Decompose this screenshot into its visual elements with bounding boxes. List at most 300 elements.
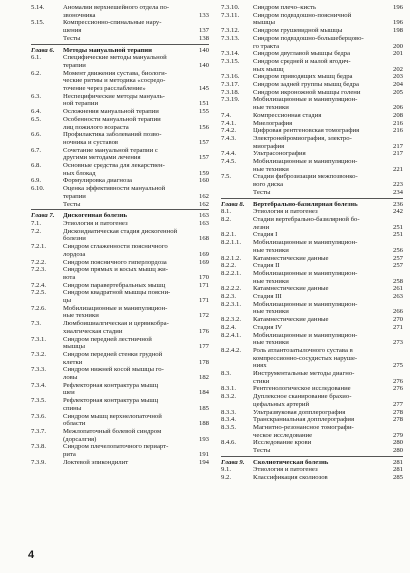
toc-entry-number: 8.2.3.2. xyxy=(221,316,242,324)
toc-entry xyxy=(221,239,403,247)
toc-entry xyxy=(31,228,209,236)
toc-entry xyxy=(31,139,209,147)
toc-entry-number: Глава 7. xyxy=(31,212,55,220)
toc-entry-title: Рентгенологическое исследование xyxy=(253,385,351,393)
toc-entry-page: 137 xyxy=(198,27,209,35)
toc-entry-number: 5.14. xyxy=(31,4,45,11)
toc-entry xyxy=(31,62,209,70)
toc-entry-number: 6.6. xyxy=(31,131,42,139)
toc-chapter-heading xyxy=(31,212,209,220)
toc-entry-number: 7.2. xyxy=(31,227,42,235)
toc-entry-title: ные техники xyxy=(253,104,289,112)
toc-entry-number: 7.4.3. xyxy=(221,134,237,142)
toc-entry-title: болезни xyxy=(63,235,86,243)
toc-entry-number: 7.3.3. xyxy=(31,366,47,374)
toc-entry-title: ческие ритмы и методика «сосредо- xyxy=(63,77,166,85)
toc-entry-page: 156 xyxy=(198,123,209,131)
toc-entry xyxy=(31,320,209,328)
toc-entry-title: Мобилизационные и манипуляцион- xyxy=(63,304,168,312)
toc-entry xyxy=(221,27,403,35)
toc-entry-title: ные техники xyxy=(253,308,289,316)
toc-entry-number: 8.2.2.2. xyxy=(221,285,242,293)
toc-entry xyxy=(31,162,209,170)
toc-entry-number: 8.2.1.2. xyxy=(221,254,242,262)
toc-entry xyxy=(221,332,403,340)
toc-entry xyxy=(221,466,403,474)
toc-entry-title: Исследование крови xyxy=(253,439,312,447)
toc-entry-number: 7.3.5. xyxy=(31,397,47,405)
toc-entry-title: Электронейромиография, электро- xyxy=(253,134,352,142)
toc-entry-title: Стадии вертебрально-базилярной бо- xyxy=(253,215,360,223)
toc-entry xyxy=(31,154,209,162)
toc-entry-title: ных блокад xyxy=(63,169,96,177)
toc-entry-page: 169 xyxy=(198,250,209,258)
toc-entry xyxy=(221,409,403,417)
section-divider xyxy=(31,209,209,210)
toc-entry-page: 191 xyxy=(198,451,209,459)
toc-entry xyxy=(221,181,403,189)
toc-entry-number: 7.3.1. xyxy=(31,335,47,343)
toc-entry xyxy=(31,131,209,139)
toc-entry-title: Аномалии верхнешейного отдела по- xyxy=(63,4,170,11)
toc-entry xyxy=(31,374,209,382)
toc-entry-title: ные техники xyxy=(253,277,289,285)
toc-entry-title: Ультразвуковая допплерография xyxy=(253,408,346,416)
toc-entry-page: 133 xyxy=(198,11,209,19)
toc-entry-page: 280 xyxy=(392,447,403,455)
toc-entry xyxy=(31,282,209,290)
toc-entry-number: 8.2.2.1. xyxy=(221,269,242,277)
toc-entry xyxy=(221,127,403,135)
toc-entry-number: 7.3.13. xyxy=(221,34,240,42)
toc-entry-number: 5.15. xyxy=(31,19,45,27)
toc-entry xyxy=(31,359,209,367)
toc-entry-title: Дискогенная болезнь xyxy=(63,212,128,220)
toc-entry-page: 281 xyxy=(392,458,403,466)
toc-entry-title: Транскраниальная допплерография xyxy=(253,416,355,424)
toc-entry-title: Тесты xyxy=(253,447,271,455)
toc-entry-title: Методы мануальной терапии xyxy=(63,46,152,54)
toc-entry xyxy=(221,247,403,255)
toc-entry-title: Синдром икроножной мышцы голени xyxy=(253,88,361,96)
toc-entry-page: 198 xyxy=(392,27,403,35)
toc-entry-title: шеи xyxy=(63,389,75,397)
toc-entry-title: Мобилизационные и манипуляцион- xyxy=(253,158,358,166)
toc-entry xyxy=(31,443,209,451)
toc-entry xyxy=(221,231,403,239)
toc-entry xyxy=(31,259,209,267)
toc-entry xyxy=(221,96,403,104)
toc-entry-number: 7.2.5. xyxy=(31,289,47,297)
toc-entry-title: ческое исследование xyxy=(253,431,313,439)
toc-entry xyxy=(31,312,209,320)
toc-entry-title: Синдром передней лестничной xyxy=(63,335,152,343)
toc-entry xyxy=(31,12,209,20)
toc-entry xyxy=(221,135,403,143)
toc-entry-page: 163 xyxy=(198,212,209,220)
toc-entry-title: Этиология и патогенез xyxy=(253,208,318,216)
toc-entry-title: Неспецифические методы мануаль- xyxy=(63,92,165,100)
toc-entry-title: Формулировка диагноза xyxy=(63,177,132,185)
toc-entry-title: Момент движения сустава, биологи- xyxy=(63,69,167,77)
toc-entry-title: Компрессионная стадия xyxy=(253,111,322,119)
toc-entry-title: цефальных артерий xyxy=(253,400,310,408)
toc-entry xyxy=(221,12,403,20)
toc-entry-title: Синдром прямых и косых мышц жи- xyxy=(63,266,168,274)
toc-entry-number: 7.3.16. xyxy=(221,73,240,81)
toc-entry-title: Катамнестические данные xyxy=(253,316,329,324)
toc-entry xyxy=(31,201,209,209)
toc-entry-page: 162 xyxy=(198,192,209,200)
toc-entry-title: другими методами лечения xyxy=(63,154,141,162)
toc-entry-number: 7.3.2. xyxy=(31,350,47,358)
toc-left-column xyxy=(31,4,209,466)
toc-entry xyxy=(221,89,403,97)
toc-entry-page: 256 xyxy=(392,246,403,254)
toc-entry-title: Мобилизационные и манипуляцион- xyxy=(253,331,358,339)
toc-entry-page: 221 xyxy=(392,165,403,173)
toc-entry xyxy=(31,436,209,444)
toc-entry-number: 7.3. xyxy=(31,320,42,328)
toc-entry-title: Цифровая рентгеновская томография xyxy=(253,127,360,135)
toc-entry-page: 157 xyxy=(198,138,209,146)
toc-entry-page: 145 xyxy=(198,85,209,93)
toc-entry-title: Синдром приводящих мышц бедра xyxy=(253,73,353,81)
toc-entry xyxy=(31,193,209,201)
toc-entry xyxy=(31,116,209,124)
toc-entry-page: 279 xyxy=(392,431,403,439)
toc-entry-title: Классификация сколиозов xyxy=(253,474,328,482)
toc-entry xyxy=(31,70,209,78)
toc-entry xyxy=(221,324,403,332)
toc-entry xyxy=(221,35,403,43)
toc-entry-number: 8.4.6. xyxy=(221,439,237,447)
toc-entry-page: 162 xyxy=(198,200,209,208)
toc-entry-page: 242 xyxy=(392,208,403,216)
toc-entry-page: 270 xyxy=(392,316,403,324)
toc-entry-number: 7.3.8. xyxy=(31,443,47,451)
toc-entry-page: 206 xyxy=(392,104,403,112)
toc-entry xyxy=(31,93,209,101)
toc-entry-page: 163 xyxy=(198,219,209,227)
toc-entry-title: рита xyxy=(63,451,76,459)
toc-entry-page: 278 xyxy=(392,416,403,424)
toc-entry-page: 203 xyxy=(392,73,403,81)
toc-entry-title: области xyxy=(63,420,86,428)
toc-entry-title: Синдром средней и малой ягодич- xyxy=(253,57,351,65)
toc-entry-title: точение через расслабление» xyxy=(63,85,146,93)
toc-entry-title: Синдром плечо–кисть xyxy=(253,4,317,11)
toc-entry-page: 208 xyxy=(392,111,403,119)
toc-entry xyxy=(31,343,209,351)
toc-entry xyxy=(221,120,403,128)
toc-entry xyxy=(31,235,209,243)
toc-entry-title: ных мышц xyxy=(253,65,284,73)
toc-entry xyxy=(221,19,403,27)
toc-entry-title: Основные средства для лекарствен- xyxy=(63,162,165,170)
toc-chapter-heading xyxy=(221,459,403,467)
toc-entry xyxy=(31,251,209,259)
toc-entry xyxy=(221,355,403,363)
toc-entry-title: Роль атлантозатылочного сустава в xyxy=(253,346,353,354)
toc-entry-number: 7.1. xyxy=(31,219,42,227)
toc-entry-page: 184 xyxy=(198,389,209,397)
toc-entry xyxy=(31,170,209,178)
toc-entry-number: 6.2. xyxy=(31,69,42,77)
toc-entry-title: мышцы xyxy=(253,19,275,27)
toc-entry-number: 7.4.5. xyxy=(221,158,237,166)
toc-entry xyxy=(31,289,209,297)
toc-entry xyxy=(31,108,209,116)
toc-entry-title: Тесты xyxy=(63,200,81,208)
toc-entry-page: 201 xyxy=(392,50,403,58)
toc-entry xyxy=(221,285,403,293)
toc-entry xyxy=(31,389,209,397)
toc-entry-page: 216 xyxy=(392,127,403,135)
toc-entry-number: 7.4.1. xyxy=(221,119,237,127)
toc-entry xyxy=(31,185,209,193)
toc-entry-page: 176 xyxy=(198,327,209,335)
toc-entry-page: 276 xyxy=(392,385,403,393)
toc-entry-title: Компрессионно-спинальные нару- xyxy=(63,19,162,27)
toc-entry-title: Синдром паравертебральных мышц xyxy=(63,281,166,289)
toc-entry-page: 172 xyxy=(198,312,209,320)
toc-entry-page: 168 xyxy=(198,235,209,243)
toc-entry-title: шения xyxy=(63,27,82,35)
toc-entry-title: стики xyxy=(253,377,270,385)
toc-entry-title: ные техники xyxy=(253,339,289,347)
toc-entry xyxy=(31,366,209,374)
toc-entry xyxy=(221,378,403,386)
toc-entry xyxy=(31,428,209,436)
toc-entry xyxy=(31,177,209,185)
toc-entry-number: 7.3.7. xyxy=(31,427,47,435)
toc-entry-title: Межлопаточный болевой синдром xyxy=(63,427,162,435)
toc-entry-title: Синдром двуглавой мышцы бедра xyxy=(253,50,351,58)
toc-entry-title: Синдром подвздошно-большеберцово- xyxy=(253,34,364,42)
section-divider xyxy=(221,198,403,199)
toc-entry-title: Синдром подвздошно-поясничной xyxy=(253,11,352,19)
toc-entry-number: 9.2. xyxy=(221,474,232,482)
toc-entry-title: Синдром квадратной мышцы поясни- xyxy=(63,289,171,297)
toc-entry-number: 7.4. xyxy=(221,111,232,119)
toc-entry xyxy=(31,85,209,93)
toc-entry-number: 7.3.9. xyxy=(31,458,47,466)
toc-entry xyxy=(31,413,209,421)
toc-entry-title: Катамнестические данные xyxy=(253,285,329,293)
toc-entry-number: Глава 9. xyxy=(221,458,245,466)
toc-entry-title: Люмбоишиалгическая и цервикобра- xyxy=(63,320,169,328)
toc-entry xyxy=(31,243,209,251)
toc-entry xyxy=(221,308,403,316)
toc-entry-page: 140 xyxy=(198,61,209,69)
toc-entry-title: Оценка эффективности мануальной xyxy=(63,185,166,193)
toc-entry-title: компрессионно-сосудистых наруше- xyxy=(253,354,358,362)
toc-entry xyxy=(221,439,403,447)
toc-entry-page: 277 xyxy=(392,400,403,408)
toc-entry xyxy=(221,224,403,232)
toc-entry-number: 7.3.14. xyxy=(221,50,240,58)
toc-entry-number: 6.1. xyxy=(31,54,42,62)
toc-entry xyxy=(221,424,403,432)
toc-entry-page: 275 xyxy=(392,362,403,370)
toc-entry-page: 196 xyxy=(392,4,403,11)
toc-entry-title: Миелография xyxy=(253,119,293,127)
toc-entry xyxy=(221,150,403,158)
toc-entry-page: 196 xyxy=(392,19,403,27)
section-divider xyxy=(221,456,403,457)
toc-entry-title: Тесты xyxy=(253,188,271,196)
toc-entry-title: Сколиотическая болезнь xyxy=(253,458,329,466)
toc-entry xyxy=(31,54,209,62)
toc-entry-page: 188 xyxy=(198,420,209,428)
toc-entry-page: 276 xyxy=(392,377,403,385)
toc-entry xyxy=(221,293,403,301)
toc-entry xyxy=(31,459,209,467)
toc-entry-number: 8.2.4.2. xyxy=(221,346,242,354)
toc-entry xyxy=(221,385,403,393)
toc-entry-page: 236 xyxy=(392,200,403,208)
toc-entry-title: ные техники xyxy=(63,312,99,320)
toc-entry-number: 7.3.4. xyxy=(31,381,47,389)
toc-entry-title: Дуплексное сканирование брахио- xyxy=(253,393,352,401)
toc-entry-page: 202 xyxy=(392,65,403,73)
toc-entry-number: 7.2.4. xyxy=(31,281,47,289)
toc-right-column xyxy=(221,4,403,482)
toc-entry-number: 7.4.4. xyxy=(221,150,237,158)
toc-entry-number: 7.3.10. xyxy=(221,4,240,11)
toc-entry xyxy=(31,147,209,155)
toc-entry xyxy=(31,35,209,43)
toc-entry-title: Осложнения мануальной терапии xyxy=(63,108,159,116)
toc-entry xyxy=(221,474,403,482)
toc-entry-number: 7.3.11. xyxy=(221,11,240,19)
toc-entry-page: 159 xyxy=(198,169,209,177)
toc-entry-page: 169 xyxy=(198,258,209,266)
toc-entry xyxy=(221,447,403,455)
toc-entry-page: 257 xyxy=(392,254,403,262)
toc-entry-number: 7.5. xyxy=(221,173,232,181)
toc-entry-title: клетки xyxy=(63,358,83,366)
toc-entry-page: 193 xyxy=(198,435,209,443)
toc-entry xyxy=(221,50,403,58)
toc-entry-title: Специфические методы мануальной xyxy=(63,54,167,62)
toc-entry xyxy=(221,301,403,309)
toc-entry-number: 7.3.6. xyxy=(31,412,47,420)
toc-entry xyxy=(221,43,403,51)
toc-entry xyxy=(31,266,209,274)
toc-entry xyxy=(221,262,403,270)
toc-entry-number: 6.7. xyxy=(31,146,42,154)
toc-entry-title: Профилактика заболеваний позво- xyxy=(63,131,162,139)
toc-entry-number: 8.2.3. xyxy=(221,293,237,301)
toc-entry-title: цы xyxy=(63,297,72,305)
toc-entry-page: 271 xyxy=(392,323,403,331)
toc-chapter-heading xyxy=(31,47,209,55)
toc-entry xyxy=(31,420,209,428)
toc-entry xyxy=(31,27,209,35)
toc-entry-page: 223 xyxy=(392,181,403,189)
toc-entry-number: 8.2.1.1. xyxy=(221,239,242,247)
toc-entry-number: 7.3.15. xyxy=(221,57,240,65)
toc-entry xyxy=(221,66,403,74)
toc-entry-number: Глава 8. xyxy=(221,200,245,208)
toc-entry-page: 138 xyxy=(198,34,209,42)
toc-entry-title: (дорсалгия) xyxy=(63,435,97,443)
toc-entry-title: Ультрасонография xyxy=(253,150,306,158)
toc-entry-page: 261 xyxy=(392,285,403,293)
toc-entry-title: Этиология и патогенез xyxy=(253,466,318,474)
toc-entry-title: Синдром мышц верхнелопаточной xyxy=(63,412,162,420)
toc-entry-number: 8.1. xyxy=(221,208,232,216)
toc-entry xyxy=(221,4,403,12)
toc-entry xyxy=(221,432,403,440)
toc-entry-page: 155 xyxy=(198,108,209,116)
toc-entry-number: 8.3.4. xyxy=(221,416,237,424)
toc-entry-number: 7.4.2. xyxy=(221,127,237,135)
toc-entry-title: Рефлекторная контрактура мышц xyxy=(63,397,159,405)
toc-entry-page: 157 xyxy=(198,154,209,162)
toc-entry xyxy=(31,305,209,313)
toc-entry xyxy=(221,255,403,263)
toc-entry-number: 8.2.2. xyxy=(221,262,237,270)
toc-entry-title: Синдром задней группы мышц бедра xyxy=(253,81,359,89)
toc-entry xyxy=(221,73,403,81)
toc-entry-title: звоночника xyxy=(63,11,96,19)
toc-entry xyxy=(31,274,209,282)
toc-entry-title: вота xyxy=(63,273,76,281)
toc-entry xyxy=(221,112,403,120)
toc-entry-title: Мобилизационные и манипуляцион- xyxy=(253,96,358,104)
toc-entry-title: Сочетание мануальной терапии с xyxy=(63,146,158,154)
toc-entry-page: 251 xyxy=(392,231,403,239)
toc-entry-title: Синдром грушевидной мышцы xyxy=(253,27,343,35)
toc-entry-page: 178 xyxy=(198,358,209,366)
toc-entry xyxy=(221,158,403,166)
toc-entry-number: Глава 6. xyxy=(31,46,55,54)
toc-entry xyxy=(221,393,403,401)
toc-entry-number: 8.2.4. xyxy=(221,323,237,331)
toc-entry-title: хиалгическая стадии xyxy=(63,327,123,335)
toc-entry-title: Синдром передней стенки грудной xyxy=(63,350,163,358)
toc-entry xyxy=(221,362,403,370)
toc-entry-number: 8.3.1. xyxy=(221,385,237,393)
toc-entry xyxy=(221,208,403,216)
toc-entry-title: терапии xyxy=(63,61,86,69)
toc-entry xyxy=(221,173,403,181)
toc-entry xyxy=(221,401,403,409)
toc-entry-number: 6.5. xyxy=(31,115,42,123)
toc-entry-number: 8.2.3.1. xyxy=(221,300,242,308)
toc-entry-number: 8.3. xyxy=(221,370,232,378)
toc-entry-page: 273 xyxy=(392,339,403,347)
toc-entry-number: 8.3.5. xyxy=(221,423,237,431)
toc-entry-page: 278 xyxy=(392,408,403,416)
toc-chapter-heading xyxy=(221,201,403,209)
toc-entry-number: 6.10. xyxy=(31,185,45,193)
toc-entry-title: Синдром сглаженности поясничного xyxy=(63,243,168,251)
toc-entry xyxy=(31,19,209,27)
toc-entry-title: Мобилизационные и манипуляцион- xyxy=(253,239,358,247)
toc-entry-title: Стадии фиброзизации межпозвонко- xyxy=(253,173,358,181)
toc-entry-page: 170 xyxy=(198,273,209,281)
toc-entry xyxy=(31,328,209,336)
toc-entry-number: 6.4. xyxy=(31,108,42,116)
toc-entry-title: ниях xyxy=(253,362,267,370)
toc-entry-page: 160 xyxy=(198,177,209,185)
toc-entry-title: ной терапии xyxy=(63,100,99,108)
toc-entry-number: 6.8. xyxy=(31,162,42,170)
